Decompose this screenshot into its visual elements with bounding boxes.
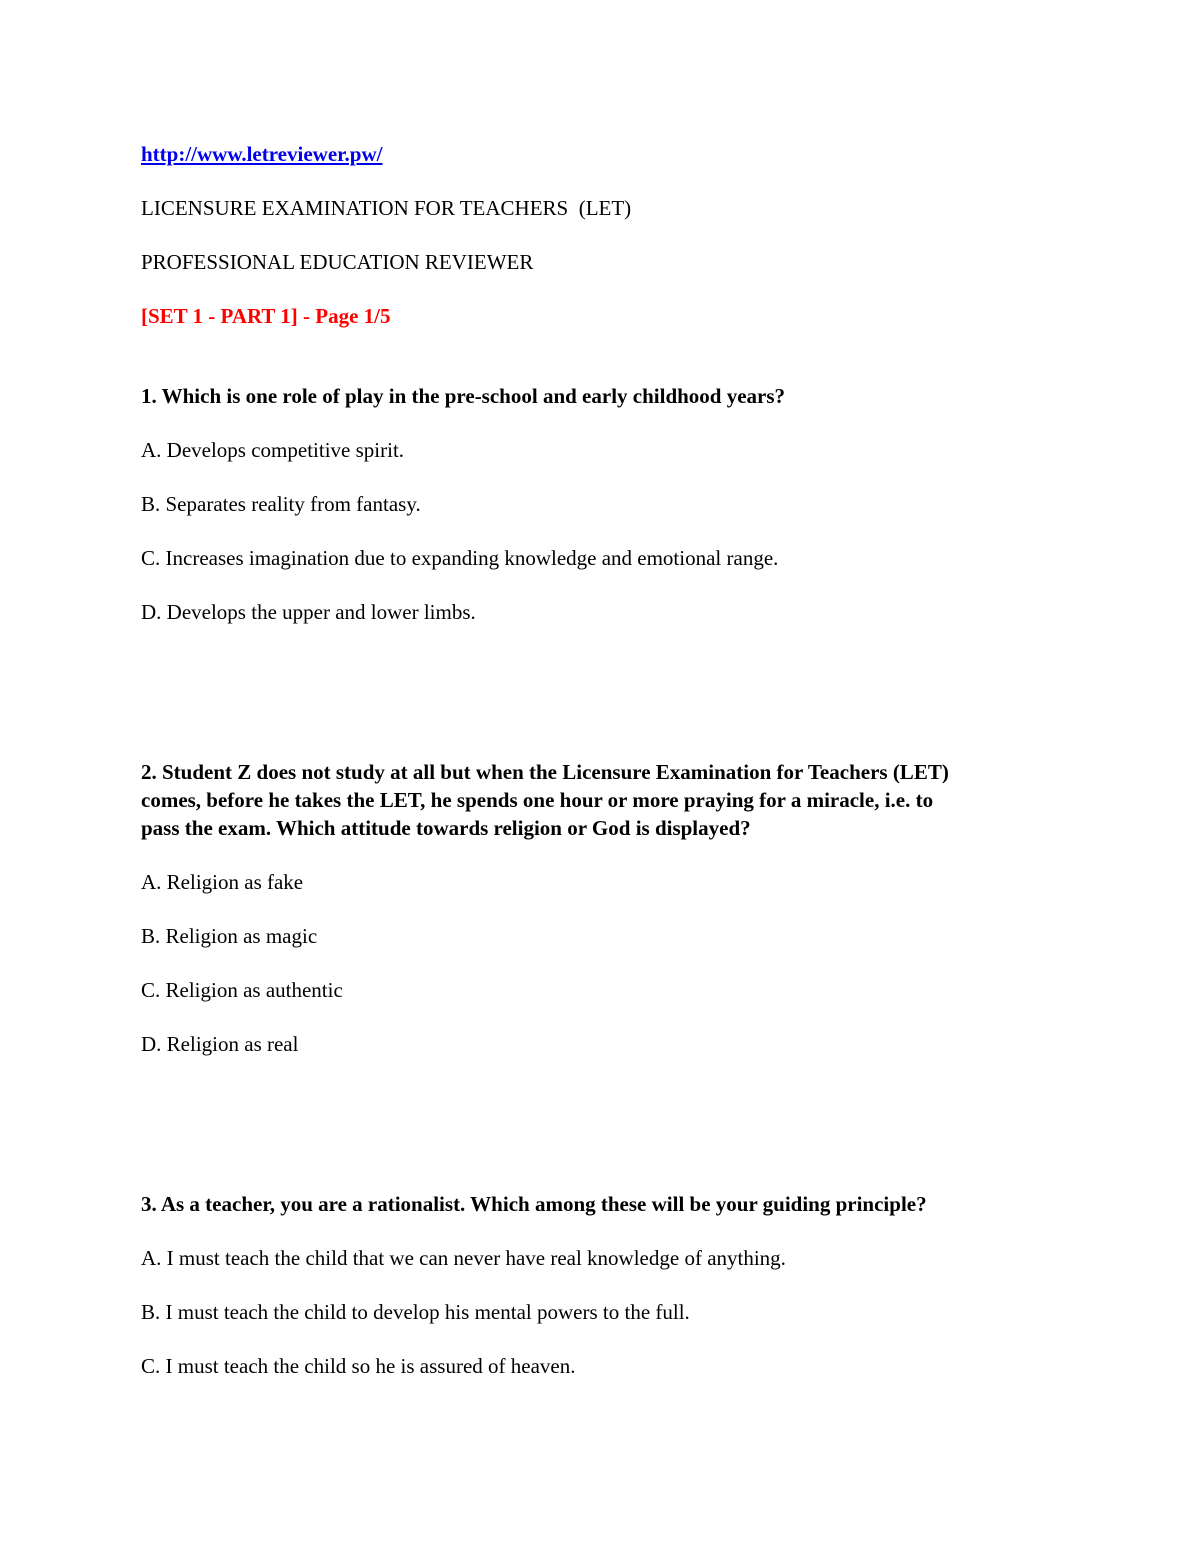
question-text-line: pass the exam. Which attitude towards religion or God is displayed? bbox=[141, 816, 751, 840]
question-block-3 bbox=[141, 1190, 1061, 1380]
set-label: [SET 1 - PART 1] - Page 1/5 bbox=[141, 304, 391, 328]
question-block-2 bbox=[141, 758, 1061, 1058]
option-item: A. Religion as fake bbox=[141, 870, 304, 894]
option-item: B. Religion as magic bbox=[141, 924, 318, 948]
question-text-line: 2. Student Z does not study at all but when the Licensure Examination for Teachers (LET) bbox=[141, 760, 949, 784]
option-item: C. Increases imagination due to expanding knowledge and emotional range. bbox=[141, 546, 779, 570]
question-block-1 bbox=[141, 382, 1061, 626]
document-subtitle: PROFESSIONAL EDUCATION REVIEWER bbox=[141, 250, 534, 274]
option-list bbox=[141, 436, 1061, 626]
header-url-line bbox=[141, 140, 1061, 168]
document-title: LICENSURE EXAMINATION FOR TEACHERS (LET) bbox=[141, 196, 632, 220]
option-item: B. Separates reality from fantasy. bbox=[141, 492, 421, 516]
option-item: B. I must teach the child to develop his mental powers to the full. bbox=[141, 1300, 690, 1324]
option-item: D. Develops the upper and lower limbs. bbox=[141, 600, 476, 624]
question-text: 1. Which is one role of play in the pre-school and early childhood years? bbox=[141, 384, 786, 408]
reviewer-link[interactable]: http://www.letreviewer.pw/ bbox=[141, 142, 383, 166]
option-item: A. Develops competitive spirit. bbox=[141, 438, 405, 462]
option-item: A. I must teach the child that we can never have real knowledge of anything. bbox=[141, 1246, 786, 1270]
option-list bbox=[141, 1244, 1061, 1380]
question-text: 3. As a teacher, you are a rationalist. Which among these will be your guiding principle? bbox=[141, 1192, 927, 1216]
question-text-line: comes, before he takes the LET, he spends one hour or more praying for a miracle, i.e. to bbox=[141, 788, 934, 812]
option-item: C. I must teach the child so he is assured of heaven. bbox=[141, 1354, 576, 1378]
option-list bbox=[141, 868, 1061, 1058]
option-item: D. Religion as real bbox=[141, 1032, 299, 1056]
option-item: C. Religion as authentic bbox=[141, 978, 343, 1002]
document-page bbox=[141, 140, 1061, 1380]
